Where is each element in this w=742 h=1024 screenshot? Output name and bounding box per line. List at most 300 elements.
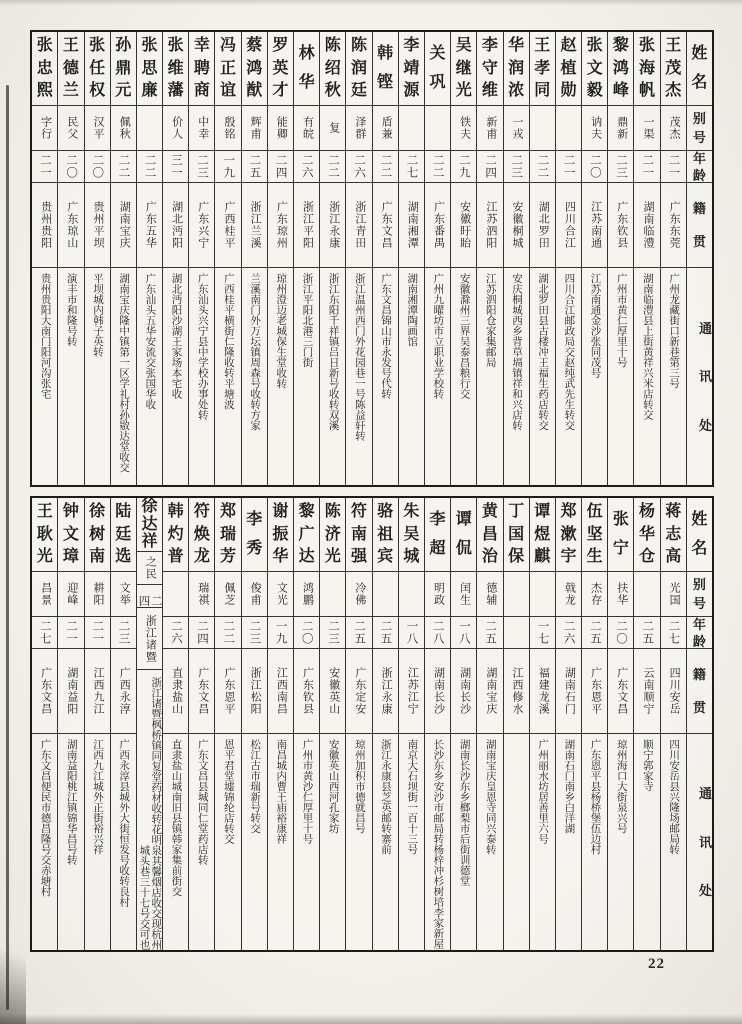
entry-address xyxy=(582,734,607,950)
entry-origin xyxy=(634,649,659,734)
entry-origin-text: 四川安岳 xyxy=(668,667,681,715)
entry-age-text: 二〇 xyxy=(615,620,628,645)
entry-origin-text: 广东钦县 xyxy=(301,667,314,715)
entry-address-text: 琼州加积市德就昌号 xyxy=(353,739,365,834)
entry-origin-text: 江苏江宁 xyxy=(406,667,419,715)
entry-column xyxy=(608,32,634,485)
entry-address xyxy=(504,734,529,950)
entry-origin-text: 云南顺宁 xyxy=(641,667,654,715)
entry-alias xyxy=(634,572,659,617)
entry-address-text: 安徽滁州三界吴泰昌粮行交 xyxy=(458,273,470,399)
entry-alias-text: 文举 xyxy=(118,582,131,606)
entry-name: 陈 绍 秋 xyxy=(320,32,345,106)
entry-name: 黎 广 达 xyxy=(294,498,319,572)
entry-address-text: 广东文昌便民市德昌隆号交赤塘村 xyxy=(39,739,51,897)
entry-address xyxy=(634,268,659,485)
entry-alias-text: 光国 xyxy=(668,582,681,606)
entry-origin xyxy=(189,183,214,268)
entry-alias-text: 明政 xyxy=(432,582,445,606)
entry-alias xyxy=(661,572,686,617)
entry-alias-text: 迎峰 xyxy=(65,582,78,606)
entry-name: 李 秀 xyxy=(242,498,267,572)
entry-origin-text: 浙江永康 xyxy=(327,201,340,249)
entry-alias xyxy=(582,106,607,151)
entry-column xyxy=(268,32,294,485)
entry-alias-text: 戟龙 xyxy=(563,582,576,606)
entry-name: 黄 昌 治 xyxy=(477,498,502,572)
entry-address xyxy=(111,268,136,485)
entry-name: 张 宁 xyxy=(608,498,633,572)
entry-address xyxy=(582,268,607,485)
entry-address-text: 长沙东乡安沙市邮局转杨梓冲杉树培李家新屋 xyxy=(432,739,444,949)
page-number: 22 xyxy=(648,956,665,972)
entry-origin-text: 江苏泗阳 xyxy=(484,201,497,249)
entry-address-text: 顺宁郭家寺 xyxy=(641,739,653,792)
entry-alias-text: 民父 xyxy=(65,116,78,140)
entry-address xyxy=(399,734,424,950)
entry-address xyxy=(608,734,633,950)
entry-address xyxy=(504,268,529,485)
entry-alias xyxy=(163,106,188,151)
entry-age xyxy=(137,585,162,609)
entry-origin-text: 广东文昌 xyxy=(615,667,628,715)
entry-age-text: 二二 xyxy=(117,154,130,179)
entry-column xyxy=(268,498,294,950)
entry-column xyxy=(215,32,241,485)
entry-address xyxy=(294,734,319,950)
entry-alias-text: 泽群 xyxy=(353,116,366,140)
entry-origin-text: 安徽英山 xyxy=(327,667,340,715)
entry-name: 赵 植 勋 xyxy=(556,32,581,106)
entry-alias xyxy=(111,572,136,617)
entry-column xyxy=(634,498,660,950)
entry-origin-text: 贵州平坝 xyxy=(92,201,105,249)
entry-name: 李 守 维 xyxy=(477,32,502,106)
entry-age-text: 二一 xyxy=(38,154,51,179)
entry-column xyxy=(504,498,530,950)
entry-origin xyxy=(373,649,398,734)
entry-column xyxy=(32,32,58,485)
entry-name: 陈 润 廷 xyxy=(346,32,371,106)
entry-column xyxy=(661,32,687,485)
entry-address xyxy=(399,268,424,485)
entry-origin xyxy=(582,649,607,734)
entry-address-text: 湖南石门南乡白洋湖 xyxy=(563,739,575,834)
entry-alias xyxy=(399,106,424,151)
entry-address-text: 贵州贵阳大南门阳河沟张宅 xyxy=(39,273,51,399)
entry-address xyxy=(294,268,319,485)
entry-age xyxy=(242,151,267,183)
entry-alias-text: 盾兼 xyxy=(380,116,393,140)
entry-name: 黎 鸿 峰 xyxy=(608,32,633,106)
entry-age xyxy=(504,151,529,183)
entry-age xyxy=(32,617,57,649)
entry-address-text: 四川安岳县兴隆场邮局转 xyxy=(668,739,680,855)
entry-address-text: 湖南临澧县上街黄祥兴米店转交 xyxy=(641,273,653,420)
entry-address-text: 南昌城内曹王庙裕康祥 xyxy=(275,739,287,844)
entry-origin xyxy=(346,183,371,268)
entry-column xyxy=(346,498,372,950)
entry-origin-text: 广东琼山 xyxy=(65,201,78,249)
entry-age xyxy=(268,617,293,649)
entry-name: 徐 达 祥 xyxy=(137,498,162,552)
entry-column xyxy=(425,498,451,950)
entry-age-text: 二五 xyxy=(353,620,366,645)
entry-age xyxy=(242,617,267,649)
entry-alias xyxy=(477,106,502,151)
entry-alias-text: 新甫 xyxy=(484,116,497,140)
entry-column xyxy=(32,498,58,950)
entry-alias xyxy=(58,106,83,151)
entry-address xyxy=(32,268,57,485)
entry-name: 王 德 兰 xyxy=(58,32,83,106)
entry-alias-text: 佩秋 xyxy=(118,116,131,140)
entry-address-text: 兰溪南门外万坛镇周森号收转方家 xyxy=(249,273,261,431)
entry-column xyxy=(85,498,111,950)
entry-alias xyxy=(451,106,476,151)
entry-name: 谭 煜 麒 xyxy=(530,498,555,572)
entry-age-text: 二四 xyxy=(137,594,162,608)
entry-column xyxy=(111,32,137,485)
entry-address-text: 广州九曜坊市立职业学校转 xyxy=(432,273,444,399)
column-header-name: 姓 名 xyxy=(687,498,712,572)
entry-name: 蒋 志 高 xyxy=(661,498,686,572)
entry-address xyxy=(85,734,110,950)
entry-age-text: 二〇 xyxy=(91,154,104,179)
entry-origin-text: 湖南临澧 xyxy=(641,201,654,249)
entry-origin xyxy=(85,183,110,268)
entry-address xyxy=(242,734,267,950)
entry-age xyxy=(661,617,686,649)
entry-alias-text: 佩芝 xyxy=(222,582,235,606)
entry-address-text: 湖南宝庆隆中镇第一区学礼村孙敭达堂收交 xyxy=(118,273,130,473)
entry-alias-text: 瑞祺 xyxy=(196,582,209,606)
entry-address-text: 松江古市瑞新号转交 xyxy=(249,739,261,834)
entry-origin-text: 广东五华 xyxy=(144,201,157,249)
entry-alias xyxy=(163,572,188,617)
entry-name: 吴 继 光 xyxy=(451,32,476,106)
entry-address-text: 演丰市和隆号转 xyxy=(65,273,77,347)
entry-age xyxy=(111,617,136,649)
entry-origin xyxy=(268,183,293,268)
scan-edge-top xyxy=(0,0,742,6)
entry-age xyxy=(58,151,83,183)
entry-age xyxy=(530,617,555,649)
entry-name: 张 思 廉 xyxy=(137,32,162,106)
entry-column xyxy=(451,32,477,485)
entry-alias-text: 俊甫 xyxy=(249,582,262,606)
entry-origin xyxy=(634,183,659,268)
entry-address xyxy=(189,268,214,485)
entry-name: 幸 聘 商 xyxy=(189,32,214,106)
entry-alias-text: 能卿 xyxy=(275,116,288,140)
entry-column xyxy=(399,32,425,485)
entry-origin-text: 广西桂平 xyxy=(222,201,235,249)
entry-age-text: 二一 xyxy=(667,154,680,179)
directory-table-top xyxy=(30,30,714,487)
entry-column xyxy=(346,32,372,485)
entry-origin-text: 广东文昌 xyxy=(380,201,393,249)
entry-address xyxy=(530,734,555,950)
entry-age-text: 二五 xyxy=(588,620,601,645)
entry-name: 符 焕 龙 xyxy=(189,498,214,572)
entry-name: 王 茂 杰 xyxy=(661,32,686,106)
entry-age-text: 二二 xyxy=(431,154,444,179)
column-header-address: 通 讯 处 xyxy=(698,786,712,898)
entry-column xyxy=(111,498,137,950)
entry-age xyxy=(85,151,110,183)
entry-alias-text: 鸿鹏 xyxy=(301,582,314,606)
scan-edge-bottom xyxy=(0,1014,742,1024)
entry-alias xyxy=(504,106,529,151)
entry-name: 丁 国 保 xyxy=(504,498,529,572)
entry-alias xyxy=(608,572,633,617)
entry-origin xyxy=(294,183,319,268)
entry-alias-text: 之民 xyxy=(144,555,157,580)
entry-origin xyxy=(425,183,450,268)
entry-origin-text: 福建龙溪 xyxy=(537,667,550,715)
entry-column xyxy=(373,498,399,950)
entry-age xyxy=(189,151,214,183)
entry-origin xyxy=(215,183,240,268)
column-header-address: 通 讯 处 xyxy=(698,320,712,433)
entry-address-text: 平坝城内韩子英转 xyxy=(91,273,103,357)
entry-name: 李 靖 源 xyxy=(399,32,424,106)
entry-name: 王 孝 同 xyxy=(530,32,555,106)
entry-age xyxy=(215,617,240,649)
entry-origin-text: 广东定安 xyxy=(353,667,366,715)
directory-table-bottom xyxy=(30,496,714,952)
entry-age-text: 二四 xyxy=(274,154,287,179)
entry-alias xyxy=(582,572,607,617)
entry-address-text: 湖南益阳桃江镇锦华昌号转 xyxy=(65,739,77,865)
entry-alias xyxy=(608,106,633,151)
entry-origin xyxy=(661,649,686,734)
entry-name: 谢 振 华 xyxy=(268,498,293,572)
entry-address xyxy=(111,734,136,950)
header-column xyxy=(687,498,712,950)
entry-column xyxy=(189,32,215,485)
entry-name: 伍 坚 生 xyxy=(582,498,607,572)
entry-origin-text: 湖南长沙 xyxy=(432,667,445,715)
entry-age-text: 二七 xyxy=(38,620,51,645)
entry-age-text: 二六 xyxy=(300,154,313,179)
entry-age xyxy=(320,617,345,649)
entry-column xyxy=(477,32,503,485)
entry-name: 钟 文 璋 xyxy=(58,498,83,572)
entry-address xyxy=(346,268,371,485)
entry-alias xyxy=(268,106,293,151)
entry-address-text: 广州市黄沙仁厚里十号 xyxy=(301,739,313,844)
entry-address-text: 广东汕头兴宁县中学校办事处转 xyxy=(196,273,208,420)
entry-origin-text: 湖南益阳 xyxy=(65,667,78,715)
entry-age-text: 二三 xyxy=(196,154,209,179)
entry-age-text: 二二 xyxy=(222,620,235,645)
entry-age xyxy=(215,151,240,183)
entry-origin xyxy=(399,649,424,734)
entry-age xyxy=(530,151,555,183)
entry-address-text: 琼州海口大街泉兴号 xyxy=(615,739,627,834)
entry-origin xyxy=(451,183,476,268)
entry-alias xyxy=(85,106,110,151)
entry-name: 谭 侃 xyxy=(451,498,476,572)
entry-name: 张 海 帆 xyxy=(634,32,659,106)
entry-origin-text: 浙江兰溪 xyxy=(249,201,262,249)
entry-address xyxy=(373,268,398,485)
entry-age-text: 二〇 xyxy=(65,154,78,179)
entry-origin xyxy=(346,649,371,734)
entry-origin xyxy=(608,649,633,734)
entry-age xyxy=(477,151,502,183)
entry-alias xyxy=(425,572,450,617)
entry-alias-text: 冷佛 xyxy=(353,582,366,606)
entry-origin-text: 湖北沔阳 xyxy=(170,201,183,249)
entry-age xyxy=(163,617,188,649)
entry-origin xyxy=(189,649,214,734)
entry-column xyxy=(320,32,346,485)
entry-age xyxy=(582,617,607,649)
entry-origin xyxy=(582,183,607,268)
entry-address xyxy=(163,268,188,485)
entry-origin xyxy=(58,649,83,734)
entry-origin-text: 广东兴宁 xyxy=(196,201,209,249)
entry-age xyxy=(346,617,371,649)
entry-age-text: 二五 xyxy=(641,620,654,645)
entry-address xyxy=(373,734,398,950)
entry-address xyxy=(32,734,57,950)
entry-column xyxy=(477,498,503,950)
entry-alias xyxy=(111,106,136,151)
entry-address xyxy=(608,268,633,485)
entry-alias xyxy=(661,106,686,151)
entry-column xyxy=(137,498,163,950)
entry-origin-text: 江西南昌 xyxy=(275,667,288,715)
entry-column xyxy=(504,32,530,485)
entry-age-text: 一九 xyxy=(274,620,287,645)
entry-origin-text: 贵州贵阳 xyxy=(39,201,52,249)
entry-alias-text: 茂杰 xyxy=(668,116,681,140)
entry-origin-text: 广东琼州 xyxy=(275,201,288,249)
entry-age-text: 二三 xyxy=(510,154,523,179)
entry-address-text: 南京大石坝街一百十三号 xyxy=(406,739,418,855)
entry-alias-text: 鼎新 xyxy=(615,116,628,140)
scan-smudge-bottom-left xyxy=(0,904,26,1024)
entry-column xyxy=(242,32,268,485)
entry-origin-text: 安徽桐城 xyxy=(511,201,524,249)
entry-column xyxy=(425,32,451,485)
column-header-alias: 别 号 xyxy=(687,106,712,151)
entry-name: 张 忠 熙 xyxy=(32,32,57,106)
entry-address xyxy=(556,734,581,950)
entry-address xyxy=(425,734,450,950)
entry-address xyxy=(242,268,267,485)
entry-name: 骆 祖 宾 xyxy=(373,498,398,572)
entry-age-text: 二九 xyxy=(457,154,470,179)
entry-origin xyxy=(530,649,555,734)
column-header-age: 年 龄 xyxy=(687,151,712,183)
entry-age-text: 二五 xyxy=(484,620,497,645)
entry-name: 朱 吴 城 xyxy=(399,498,424,572)
entry-address-text: 湖南宝庆皇恩寺同兴泰转 xyxy=(484,739,496,855)
entry-alias xyxy=(320,572,345,617)
entry-alias xyxy=(189,572,214,617)
entry-alias-text: 字行 xyxy=(39,116,52,140)
entry-origin xyxy=(661,183,686,268)
entry-origin-text: 湖南长沙 xyxy=(458,667,471,715)
entry-address-text: 广东文昌县城同仁堂药店转 xyxy=(196,739,208,865)
entry-address xyxy=(661,268,686,485)
entry-origin xyxy=(137,183,162,268)
entry-alias xyxy=(477,572,502,617)
entry-address xyxy=(477,268,502,485)
entry-age-text: 二三 xyxy=(326,620,339,645)
entry-column xyxy=(608,498,634,950)
entry-origin-text: 江苏南通 xyxy=(589,201,602,249)
entry-origin xyxy=(242,649,267,734)
entry-column xyxy=(163,498,189,950)
entry-alias xyxy=(294,572,319,617)
entry-address-text: 广西永淳县城外大街恒发号收转良村 xyxy=(118,739,130,907)
entry-age-text: 一八 xyxy=(405,620,418,645)
entry-column xyxy=(58,32,84,485)
entry-alias xyxy=(346,572,371,617)
entry-alias xyxy=(215,572,240,617)
entry-origin xyxy=(320,183,345,268)
entry-alias xyxy=(32,106,57,151)
entry-origin xyxy=(294,649,319,734)
entry-address xyxy=(320,268,345,485)
entry-alias xyxy=(320,106,345,151)
entry-age xyxy=(451,617,476,649)
entry-alias-text: 铁夫 xyxy=(458,116,471,140)
entry-alias xyxy=(373,106,398,151)
entry-origin xyxy=(425,649,450,734)
entry-alias xyxy=(215,106,240,151)
entry-address-text: 广西桂平横街仁隆收转平塘波 xyxy=(222,273,234,410)
entry-origin xyxy=(111,649,136,734)
entry-origin xyxy=(215,649,240,734)
entry-alias-text: 扶华 xyxy=(615,582,628,606)
entry-address-text: 恩平君堂墟锦纶店转交 xyxy=(222,739,234,844)
entry-name: 郑 瑞 芳 xyxy=(215,498,240,572)
entry-address-text: 安徽英山西河孔家坊 xyxy=(327,739,339,834)
entry-age xyxy=(582,151,607,183)
entry-column xyxy=(242,498,268,950)
entry-origin xyxy=(608,183,633,268)
entry-name: 孙 鼎 元 xyxy=(111,32,136,106)
entry-column xyxy=(215,498,241,950)
entry-age xyxy=(556,617,581,649)
entry-age-text: 二二 xyxy=(143,154,156,179)
entry-name: 陈 济 光 xyxy=(320,498,345,572)
entry-origin-text: 广东东莞 xyxy=(668,201,681,249)
entry-address-text: 江苏泗阳仓家集邮局 xyxy=(484,273,496,368)
column-header-age: 年 龄 xyxy=(687,617,712,649)
entry-origin-text: 湖北罗田 xyxy=(537,201,550,249)
entry-address-text: 江西九江城外正街裕兴祥 xyxy=(91,739,103,855)
entry-column xyxy=(320,498,346,950)
entry-address-text: 湖北罗田县古楼冲王福生药店转交 xyxy=(537,273,549,431)
entry-address xyxy=(58,734,83,950)
column-header-name: 姓 名 xyxy=(687,32,712,106)
entry-name: 罗 英 才 xyxy=(268,32,293,106)
entry-age xyxy=(163,151,188,183)
entry-origin-text: 直隶盐山 xyxy=(170,667,183,715)
entry-age-text: 二五 xyxy=(248,154,261,179)
entry-origin-text: 江西修水 xyxy=(511,667,524,715)
entry-column xyxy=(399,498,425,950)
entry-age-text: 一八 xyxy=(457,620,470,645)
